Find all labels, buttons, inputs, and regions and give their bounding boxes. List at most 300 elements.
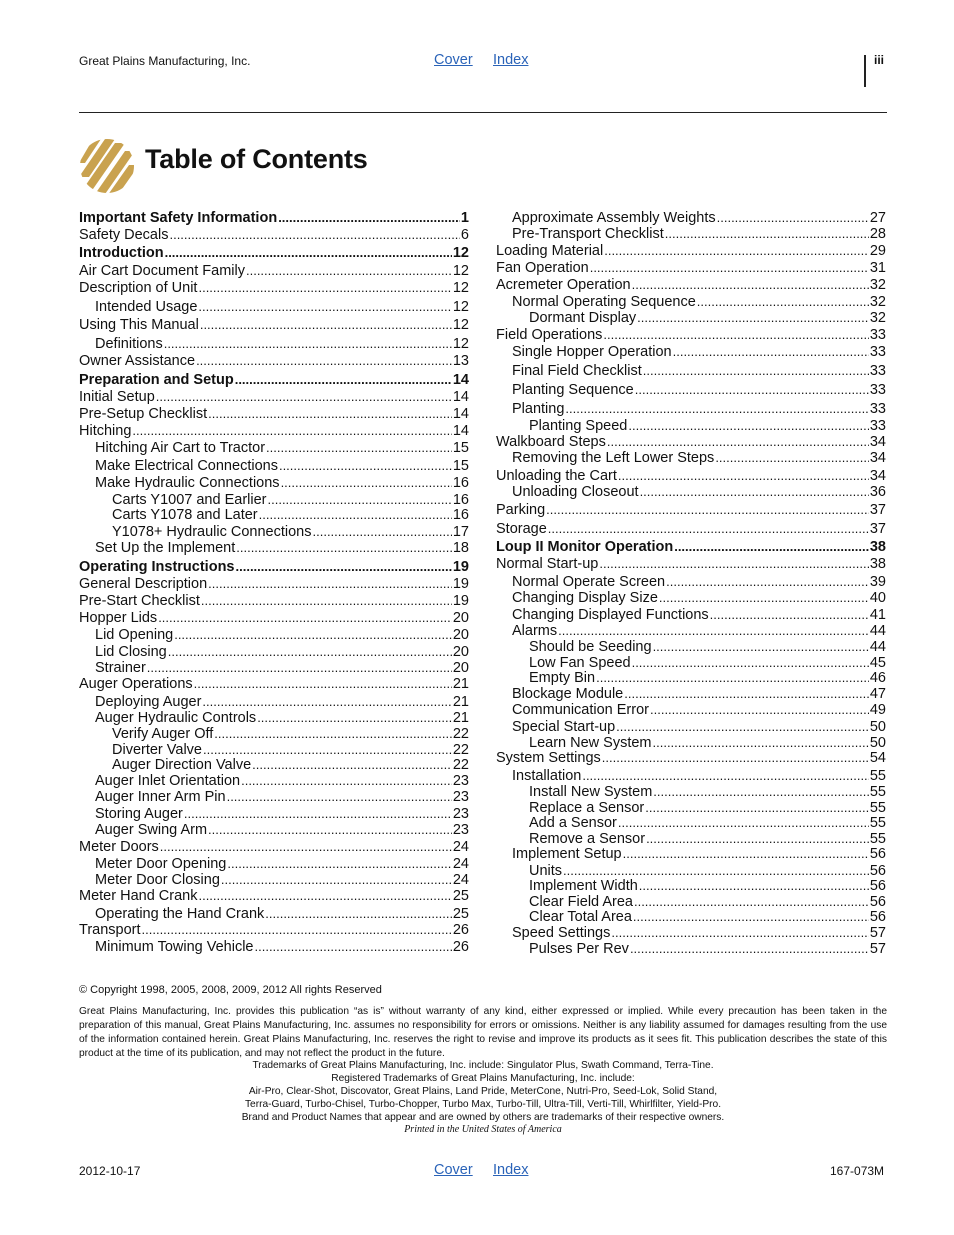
toc-entry-title: Normal Start-up	[496, 556, 599, 572]
toc-entry-page: 34	[869, 468, 886, 484]
toc-leader-dots	[184, 806, 452, 822]
toc-entry-title: Install New System	[529, 784, 653, 800]
toc-entry-page: 56	[869, 863, 886, 879]
toc-entry[interactable]	[496, 655, 886, 671]
toc-entry[interactable]	[496, 815, 886, 831]
footer-index-link[interactable]: Index	[493, 1162, 529, 1178]
toc-leader-dots	[602, 750, 869, 766]
toc-entry-page: 49	[869, 702, 886, 718]
cover-link[interactable]: Cover	[434, 52, 473, 68]
toc-entry[interactable]	[79, 458, 469, 474]
toc-entry-title: Pre-Setup Checklist	[79, 406, 208, 422]
toc-entry-title: Changing Display Size	[512, 590, 658, 606]
toc-entry[interactable]	[496, 800, 886, 816]
toc-entry[interactable]	[496, 484, 886, 500]
toc-entry-page: 21	[452, 710, 469, 726]
toc-entry-title: Remove a Sensor	[529, 831, 646, 847]
toc-leader-dots	[246, 263, 452, 279]
toc-entry[interactable]	[79, 353, 469, 369]
toc-leader-dots	[203, 742, 452, 758]
legal-disclaimer: Great Plains Manufacturing, Inc. provides this publication “as is” without warranty of any kind, either expressed or implied. While every precaution has been taken in the preparation of this manual, Great Plains Manufacturing, Inc. assumes no responsibility for errors or omissions. Neither is any liability assumed for damages resulting from the use of the information contained herein. Great Plains Manufacturing, Inc. reserves the right to revise and improve its products as it sees fit. This publication describes the state of this product at the time of its publication, and may not reflect the product in the future.	[79, 1006, 887, 1059]
toc-entry[interactable]	[496, 502, 886, 518]
toc-entry-title: Single Hopper Operation	[512, 344, 672, 360]
toc-entry-page: 17	[452, 524, 469, 540]
toc-leader-dots	[208, 822, 452, 838]
toc-entry-page: 55	[869, 800, 886, 816]
toc-entry[interactable]	[79, 644, 469, 660]
toc-leader-dots	[259, 507, 452, 523]
toc-entry[interactable]	[79, 872, 469, 888]
toc-entry[interactable]	[496, 260, 886, 276]
toc-leader-dots	[558, 623, 869, 639]
toc-entry[interactable]	[79, 710, 469, 726]
toc-entry[interactable]	[496, 226, 886, 242]
toc-entry-page: 50	[869, 719, 886, 735]
toc-entry-page: 12	[452, 263, 469, 279]
toc-leader-dots	[169, 227, 459, 243]
toc-leader-dots	[174, 627, 452, 643]
toc-entry-title: Fan Operation	[496, 260, 589, 276]
toc-leader-dots	[164, 336, 452, 352]
toc-entry[interactable]	[79, 210, 469, 226]
toc-leader-dots	[266, 440, 452, 456]
toc-leader-dots	[646, 831, 869, 847]
toc-entry[interactable]	[496, 344, 886, 360]
toc-entry-page: 56	[869, 846, 886, 862]
toc-entry-title: Normal Operating Sequence	[512, 294, 696, 310]
toc-entry-title: Special Start-up	[512, 719, 616, 735]
toc-entry-title: Make Electrical Connections	[95, 458, 278, 474]
toc-entry[interactable]	[496, 702, 886, 718]
printed-notice: Printed in the United States of America	[404, 1124, 562, 1135]
toc-entry-title: Add a Sensor	[529, 815, 617, 831]
toc-entry[interactable]	[79, 245, 469, 261]
toc-leader-dots	[611, 925, 869, 941]
toc-entry[interactable]	[79, 524, 469, 540]
toc-entry[interactable]	[496, 670, 886, 686]
toc-entry-title: Removing the Left Lower Steps	[512, 450, 715, 466]
toc-entry-page: 34	[869, 434, 886, 450]
toc-leader-dots	[268, 492, 452, 508]
toc-entry-title: Safety Decals	[79, 227, 169, 243]
toc-leader-dots	[640, 484, 869, 500]
toc-entry-title: Lid Opening	[95, 627, 174, 643]
toc-entry-page: 32	[869, 310, 886, 326]
toc-entry-page: 40	[869, 590, 886, 606]
toc-entry-title: Introduction	[79, 245, 164, 261]
toc-entry-page: 24	[452, 839, 469, 855]
toc-entry-title: Definitions	[95, 336, 163, 352]
toc-entry-title: Description of Unit	[79, 280, 198, 296]
toc-leader-dots	[208, 576, 452, 592]
toc-entry-title: Diverter Valve	[112, 742, 202, 758]
toc-entry-title: Empty Bin	[529, 670, 596, 686]
toc-leader-dots	[194, 676, 452, 692]
toc-entry-title: Changing Displayed Functions	[512, 607, 709, 623]
toc-entry-title: Strainer	[95, 660, 146, 676]
toc-leader-dots	[635, 382, 869, 398]
toc-entry[interactable]	[79, 839, 469, 855]
toc-entry-title: Hitching	[79, 423, 132, 439]
toc-entry-page: 23	[452, 806, 469, 822]
trademark-line: Air-Pro, Clear-Shot, Discovator, Great Plains, Land Pride, MeterCone, Nutri-Pro, Seed-Lok, Solid Stand,	[248, 1086, 718, 1097]
toc-entry-page: 22	[452, 757, 469, 773]
toc-leader-dots	[241, 773, 452, 789]
toc-entry[interactable]	[496, 894, 886, 910]
toc-entry-page: 33	[869, 344, 886, 360]
great-plains-logo-icon	[79, 137, 135, 195]
toc-entry[interactable]	[496, 686, 886, 702]
toc-entry-title: Auger Direction Valve	[112, 757, 252, 773]
toc-leader-dots	[653, 735, 869, 751]
toc-leader-dots	[227, 856, 451, 872]
toc-entry-page: 19	[452, 576, 469, 592]
toc-entry[interactable]	[496, 363, 886, 379]
toc-entry[interactable]	[79, 372, 469, 388]
toc-leader-dots	[142, 922, 452, 938]
toc-entry[interactable]	[79, 627, 469, 643]
toc-leader-dots	[278, 210, 460, 226]
toc-entry-title: Hopper Lids	[79, 610, 158, 626]
toc-entry-title: Loading Material	[496, 243, 604, 259]
toc-entry-page: 38	[869, 556, 886, 572]
toc-entry-title: Make Hydraulic Connections	[95, 475, 280, 491]
toc-entry[interactable]	[496, 909, 886, 925]
toc-entry[interactable]	[496, 784, 886, 800]
toc-entry-page: 38	[869, 539, 886, 555]
toc-leader-dots	[599, 556, 869, 572]
toc-entry[interactable]	[79, 576, 469, 592]
toc-entry-title: Blockage Module	[512, 686, 624, 702]
toc-leader-dots	[281, 475, 452, 491]
toc-entry-page: 12	[452, 336, 469, 352]
toc-entry-title: Operating the Hand Crank	[95, 906, 265, 922]
toc-entry[interactable]	[79, 906, 469, 922]
toc-leader-dots	[156, 389, 452, 405]
toc-leader-dots	[659, 590, 869, 606]
toc-entry-title: Using This Manual	[79, 317, 199, 333]
toc-entry[interactable]	[496, 327, 886, 343]
toc-entry-title: Should be Seeding	[529, 639, 652, 655]
toc-entry[interactable]	[496, 382, 886, 398]
toc-entry[interactable]	[79, 593, 469, 609]
toc-leader-dots	[313, 524, 452, 540]
toc-entry-page: 20	[452, 627, 469, 643]
toc-entry-title: Auger Operations	[79, 676, 193, 692]
toc-entry-title: Unloading the Cart	[496, 468, 617, 484]
toc-entry[interactable]	[496, 925, 886, 941]
toc-entry-title: Auger Inlet Orientation	[95, 773, 241, 789]
toc-entry-page: 12	[452, 245, 469, 261]
toc-leader-dots	[255, 939, 452, 955]
toc-entry-title: Initial Setup	[79, 389, 155, 405]
toc-leader-dots	[160, 839, 452, 855]
company-name: Great Plains Manufacturing, Inc.	[79, 54, 251, 68]
page-number: iii	[874, 53, 885, 67]
toc-entry-title: Pre-Start Checklist	[79, 593, 200, 609]
toc-entry[interactable]	[79, 299, 469, 315]
toc-entry[interactable]	[79, 856, 469, 872]
toc-entry[interactable]	[79, 540, 469, 556]
toc-entry[interactable]	[79, 922, 469, 938]
trademark-line: Terra-Guard, Turbo-Chisel, Turbo-Chopper, Turbo Max, Turbo-Till, Ultra-Till, Verti-Till, Whirlfilter, Yield-Pro.	[244, 1099, 722, 1110]
toc-entry[interactable]	[496, 310, 886, 326]
toc-leader-dots	[618, 468, 869, 484]
toc-leader-dots	[715, 450, 869, 466]
toc-entry-title: Installation	[512, 768, 582, 784]
copyright-notice: © Copyright 1998, 2005, 2008, 2009, 2012 All rights Reserved	[79, 984, 382, 996]
toc-entry-title: Carts Y1078 and Later	[112, 507, 258, 523]
toc-entry[interactable]	[79, 423, 469, 439]
toc-entry[interactable]	[79, 317, 469, 333]
toc-entry-page: 41	[869, 607, 886, 623]
toc-entry-page: 26	[452, 922, 469, 938]
toc-entry-title: Lid Closing	[95, 644, 167, 660]
toc-entry-page: 15	[452, 440, 469, 456]
toc-entry[interactable]	[79, 757, 469, 773]
toc-entry-title: Acremeter Operation	[496, 277, 631, 293]
toc-entry-title: Meter Hand Crank	[79, 888, 198, 904]
toc-entry-title: Units	[529, 863, 563, 879]
toc-entry-title: Minimum Towing Vehicle	[95, 939, 254, 955]
toc-leader-dots	[665, 226, 869, 242]
toc-entry[interactable]	[496, 294, 886, 310]
toc-leader-dots	[252, 757, 452, 773]
toc-entry-title: Storage	[496, 521, 547, 537]
toc-entry-page: 28	[869, 226, 886, 242]
toc-leader-dots	[168, 644, 452, 660]
toc-entry[interactable]	[79, 789, 469, 805]
toc-entry-title: Implement Setup	[512, 846, 622, 862]
toc-entry-page: 14	[452, 406, 469, 422]
toc-leader-dots	[650, 702, 869, 718]
index-link[interactable]: Index	[493, 52, 529, 68]
toc-entry-title: Meter Door Closing	[95, 872, 220, 888]
toc-entry-title: Loup II Monitor Operation	[496, 539, 674, 555]
toc-leader-dots	[236, 540, 452, 556]
toc-leader-dots	[279, 458, 452, 474]
toc-entry-title: Set Up the Implement	[95, 540, 236, 556]
toc-entry-page: 27	[869, 210, 886, 226]
toc-entry-page: 32	[869, 277, 886, 293]
toc-entry-page: 45	[869, 655, 886, 671]
toc-entry-title: Planting	[512, 401, 565, 417]
header-rule	[79, 112, 887, 113]
toc-entry[interactable]	[496, 750, 886, 766]
toc-entry-page: 33	[869, 418, 886, 434]
toc-leader-dots	[697, 294, 869, 310]
trademark-line: Brand and Product Names that appear and are owned by others are trademarks of their respective owners.	[241, 1112, 725, 1123]
toc-leader-dots	[548, 521, 869, 537]
toc-leader-dots	[630, 941, 869, 957]
toc-entry[interactable]	[79, 773, 469, 789]
toc-entry[interactable]	[496, 450, 886, 466]
toc-leader-dots	[208, 406, 452, 422]
toc-entry-page: 57	[869, 925, 886, 941]
publication-date: 2012-10-17	[79, 1164, 141, 1178]
toc-leader-dots	[618, 815, 869, 831]
toc-entry[interactable]	[496, 941, 886, 957]
toc-entry-page: 24	[452, 856, 469, 872]
toc-entry[interactable]	[496, 639, 886, 655]
toc-entry[interactable]	[496, 846, 886, 862]
toc-leader-dots	[198, 280, 451, 296]
toc-leader-dots	[673, 344, 869, 360]
toc-entry[interactable]	[79, 939, 469, 955]
toc-leader-dots	[616, 719, 869, 735]
toc-entry-page: 23	[452, 822, 469, 838]
toc-entry-title: Y1078+ Hydraulic Connections	[112, 524, 312, 540]
toc-entry[interactable]	[79, 389, 469, 405]
toc-entry-title: Communication Error	[512, 702, 649, 718]
toc-entry[interactable]	[496, 607, 886, 623]
footer-cover-link[interactable]: Cover	[434, 1162, 473, 1178]
toc-leader-dots	[227, 789, 452, 805]
toc-leader-dots	[147, 660, 452, 676]
toc-leader-dots	[132, 423, 451, 439]
toc-entry-title: Speed Settings	[512, 925, 611, 941]
toc-entry-page: 23	[452, 789, 469, 805]
toc-entry-page: 31	[869, 260, 886, 276]
toc-entry[interactable]	[79, 406, 469, 422]
toc-leader-dots	[198, 888, 451, 904]
toc-entry-title: Implement Width	[529, 878, 638, 894]
toc-entry[interactable]	[496, 831, 886, 847]
toc-leader-dots	[717, 210, 869, 226]
toc-entry-page: 1	[460, 210, 469, 226]
toc-leader-dots	[235, 372, 452, 388]
toc-leader-dots	[590, 260, 869, 276]
toc-entry[interactable]	[79, 742, 469, 758]
toc-entry[interactable]	[496, 623, 886, 639]
toc-entry-title: Intended Usage	[95, 299, 198, 315]
toc-entry-page: 19	[452, 593, 469, 609]
toc-entry[interactable]	[496, 556, 886, 572]
toc-entry-page: 57	[869, 941, 886, 957]
toc-entry-title: Clear Field Area	[529, 894, 633, 910]
toc-leader-dots	[582, 768, 869, 784]
toc-entry[interactable]	[79, 610, 469, 626]
toc-entry-page: 26	[452, 939, 469, 955]
toc-entry[interactable]	[79, 227, 469, 243]
toc-entry[interactable]	[496, 735, 886, 751]
toc-entry-title: Important Safety Information	[79, 210, 278, 226]
toc-entry-title: Alarms	[512, 623, 558, 639]
toc-entry[interactable]	[496, 768, 886, 784]
toc-entry-title: Preparation and Setup	[79, 372, 234, 388]
toc-entry[interactable]	[79, 559, 469, 575]
toc-entry-title: Unloading Closeout	[512, 484, 639, 500]
toc-entry[interactable]	[79, 694, 469, 710]
toc-entry-title: Owner Assistance	[79, 353, 196, 369]
toc-entry-page: 29	[869, 243, 886, 259]
toc-entry-page: 44	[869, 623, 886, 639]
toc-leader-dots	[632, 655, 869, 671]
toc-leader-dots	[633, 909, 869, 925]
toc-entry[interactable]	[496, 210, 886, 226]
toc-entry-page: 22	[452, 726, 469, 742]
toc-entry[interactable]	[496, 878, 886, 894]
toc-entry[interactable]	[79, 492, 469, 508]
toc-entry-title: Dormant Display	[529, 310, 637, 326]
toc-entry-title: Pre-Transport Checklist	[512, 226, 664, 242]
toc-entry-title: Auger Swing Arm	[95, 822, 208, 838]
toc-entry[interactable]	[79, 440, 469, 456]
toc-entry[interactable]	[79, 507, 469, 523]
toc-entry-page: 24	[452, 872, 469, 888]
toc-entry-title: Parking	[496, 502, 546, 518]
trademark-line: Trademarks of Great Plains Manufacturing, Inc. include: Singulator Plus, Swath Command, Terra-Tine.	[252, 1060, 714, 1071]
toc-entry[interactable]	[496, 418, 886, 434]
toc-entry-page: 47	[869, 686, 886, 702]
toc-leader-dots	[198, 299, 451, 315]
toc-entry[interactable]	[496, 574, 886, 590]
toc-entry[interactable]	[496, 468, 886, 484]
toc-entry[interactable]	[79, 726, 469, 742]
toc-entry[interactable]	[496, 243, 886, 259]
toc-entry-page: 37	[869, 521, 886, 537]
toc-entry[interactable]	[79, 475, 469, 491]
toc-entry[interactable]	[496, 590, 886, 606]
toc-entry-page: 21	[452, 694, 469, 710]
toc-entry-page: 14	[452, 372, 469, 388]
toc-leader-dots	[201, 593, 452, 609]
toc-entry[interactable]	[79, 336, 469, 352]
toc-leader-dots	[214, 726, 452, 742]
toc-entry-title: Low Fan Speed	[529, 655, 631, 671]
toc-entry[interactable]	[496, 521, 886, 537]
toc-entry[interactable]	[496, 277, 886, 293]
toc-entry[interactable]	[79, 280, 469, 296]
toc-entry[interactable]	[79, 822, 469, 838]
toc-entry-title: Air Cart Document Family	[79, 263, 245, 279]
toc-entry-page: 25	[452, 888, 469, 904]
toc-leader-dots	[643, 363, 869, 379]
toc-entry[interactable]	[79, 806, 469, 822]
toc-entry-page: 12	[452, 317, 469, 333]
toc-entry[interactable]	[496, 401, 886, 417]
toc-leader-dots	[637, 310, 869, 326]
toc-entry[interactable]	[496, 863, 886, 879]
toc-leader-dots	[634, 894, 869, 910]
toc-entry-page: 56	[869, 894, 886, 910]
toc-entry[interactable]	[496, 719, 886, 735]
toc-entry[interactable]	[79, 660, 469, 676]
toc-entry-page: 14	[452, 423, 469, 439]
toc-entry[interactable]	[496, 539, 886, 555]
toc-entry[interactable]	[79, 676, 469, 692]
toc-entry-title: Approximate Assembly Weights	[512, 210, 716, 226]
toc-entry[interactable]	[496, 434, 886, 450]
toc-leader-dots	[639, 878, 869, 894]
toc-leader-dots	[200, 317, 452, 333]
toc-entry-title: Deploying Auger	[95, 694, 202, 710]
toc-entry-page: 46	[869, 670, 886, 686]
toc-entry[interactable]	[79, 263, 469, 279]
toc-entry-title: General Description	[79, 576, 208, 592]
toc-entry-page: 33	[869, 363, 886, 379]
toc-leader-dots	[607, 434, 869, 450]
toc-leader-dots	[628, 418, 869, 434]
toc-leader-dots	[645, 800, 869, 816]
toc-entry-page: 16	[452, 475, 469, 491]
toc-entry[interactable]	[79, 888, 469, 904]
toc-entry-page: 36	[869, 484, 886, 500]
toc-entry-page: 33	[869, 401, 886, 417]
toc-entry-title: Auger Inner Arm Pin	[95, 789, 226, 805]
toc-leader-dots	[546, 502, 869, 518]
toc-leader-dots	[653, 784, 869, 800]
